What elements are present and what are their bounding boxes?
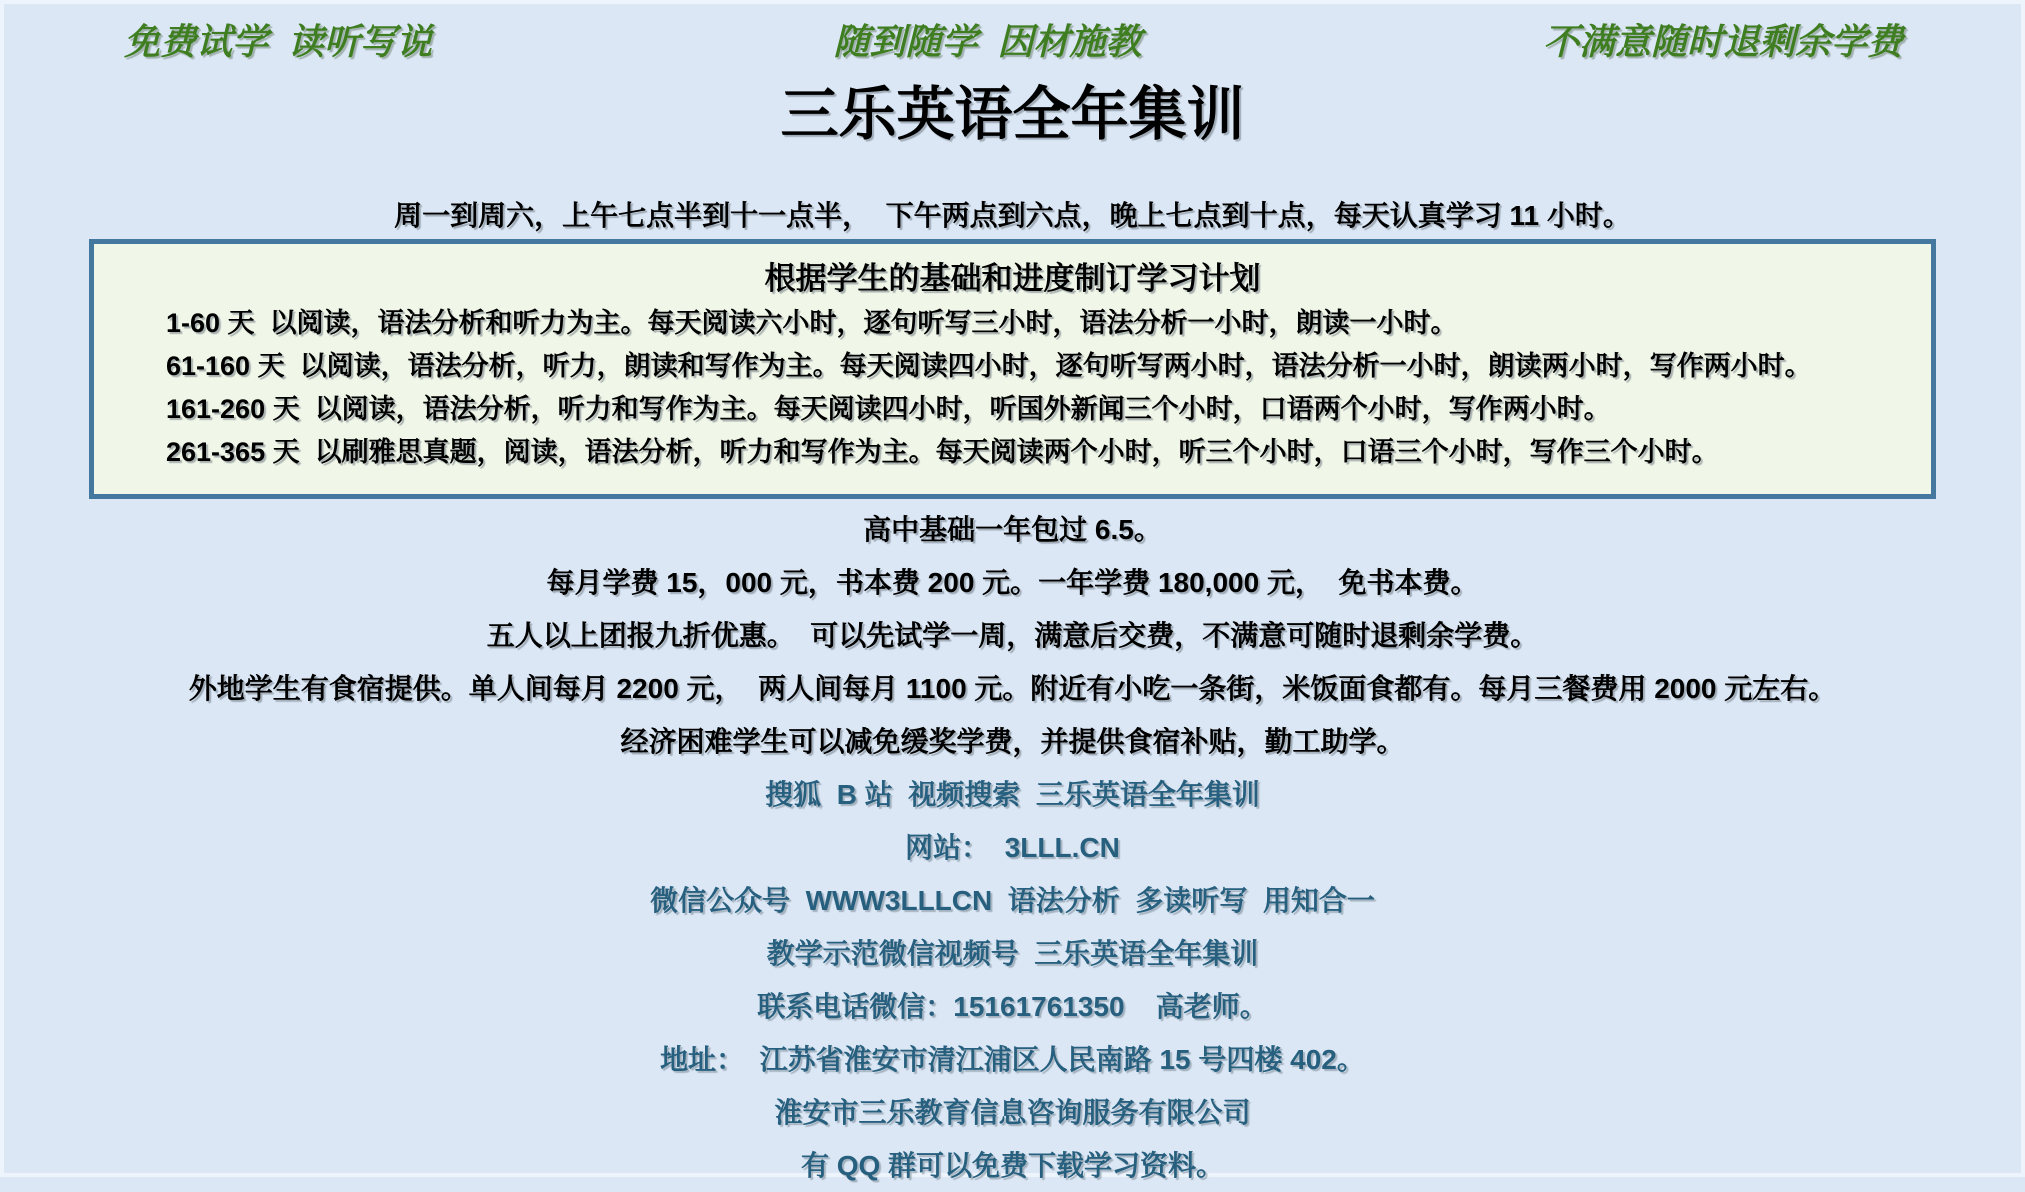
contact-line-wechat-video: 教学示范微信视频号 三乐英语全年集训 (766, 938, 1259, 970)
info-section (4, 503, 2021, 1192)
info-line-lodging: 外地学生有食宿提供。单人间每月 2200 元， 两人间每月 1100 元。附近有小吃一条街，米饭面食都有。每月三餐费用 2000 元左右。 (188, 673, 1837, 705)
plan-heading: 根据学生的基础和进度制订学习计划 (764, 261, 1261, 297)
plan-item-2: 61-160 天 以阅读，语法分析，听力，朗读和写作为主。每天阅读四小时，逐句听写两小时，语法分析一小时，朗读两小时，写作两小时。 (166, 351, 1812, 382)
page-title: 三乐英语全年集训 (780, 82, 1245, 148)
info-line-guarantee: 高中基础一年包过 6.5。 (863, 514, 1162, 546)
info-line-financial-aid: 经济困难学生可以减免缓奖学费，并提供食宿补贴，勤工助学。 (620, 726, 1405, 758)
contact-line-phone: 联系电话微信：15161761350 高老师。 (757, 991, 1268, 1023)
contact-line-company: 淮安市三乐教育信息咨询服务有限公司 (774, 1097, 1251, 1129)
contact-line-video-search: 搜狐 B 站 视频搜索 三乐英语全年集训 (765, 779, 1260, 811)
contact-line-address: 地址： 江苏省淮安市清江浦区人民南路 15 号四楼 402。 (660, 1044, 1365, 1076)
promo-free-trial: 免费试学 读听写说 (124, 21, 433, 62)
promo-anytime: 随到随学 因材施教 (833, 21, 1142, 62)
contact-line-qq-group: 有 QQ 群可以免费下载学习资料。 (800, 1150, 1225, 1182)
info-line-discount: 五人以上团报九折优惠。 可以先试学一周，满意后交费，不满意可随时退剩余学费。 (486, 620, 1539, 652)
contact-line-wechat-official: 微信公众号 WWW3LLLCN 语法分析 多读听写 用知合一 (650, 885, 1375, 917)
promo-row (4, 4, 2021, 63)
contact-line-website: 网站： 3LLL.CN (905, 832, 1120, 864)
info-line-tuition: 每月学费 15，000 元，书本费 200 元。一年学费 180,000 元， 免书本费。 (546, 567, 1479, 599)
schedule-line: 周一到周六，上午七点半到十一点半， 下午两点到六点，晚上七点到十点，每天认真学习 11 小时。 (394, 200, 1631, 232)
study-plan-box (89, 239, 1936, 499)
plan-item-1: 1-60 天 以阅读，语法分析和听力为主。每天阅读六小时，逐句听写三小时，语法分析一小时，朗读一小时。 (166, 308, 1458, 339)
plan-item-3: 161-260 天 以阅读，语法分析，听力和写作为主。每天阅读四小时，听国外新闻三个小时，口语两个小时，写作两小时。 (166, 394, 1611, 425)
promo-refund: 不满意随时退剩余学费 (1542, 21, 1903, 62)
plan-item-4: 261-365 天 以刷雅思真题，阅读，语法分析，听力和写作为主。每天阅读两个小时，听三个小时，口语三个小时，写作三个小时。 (166, 437, 1719, 468)
